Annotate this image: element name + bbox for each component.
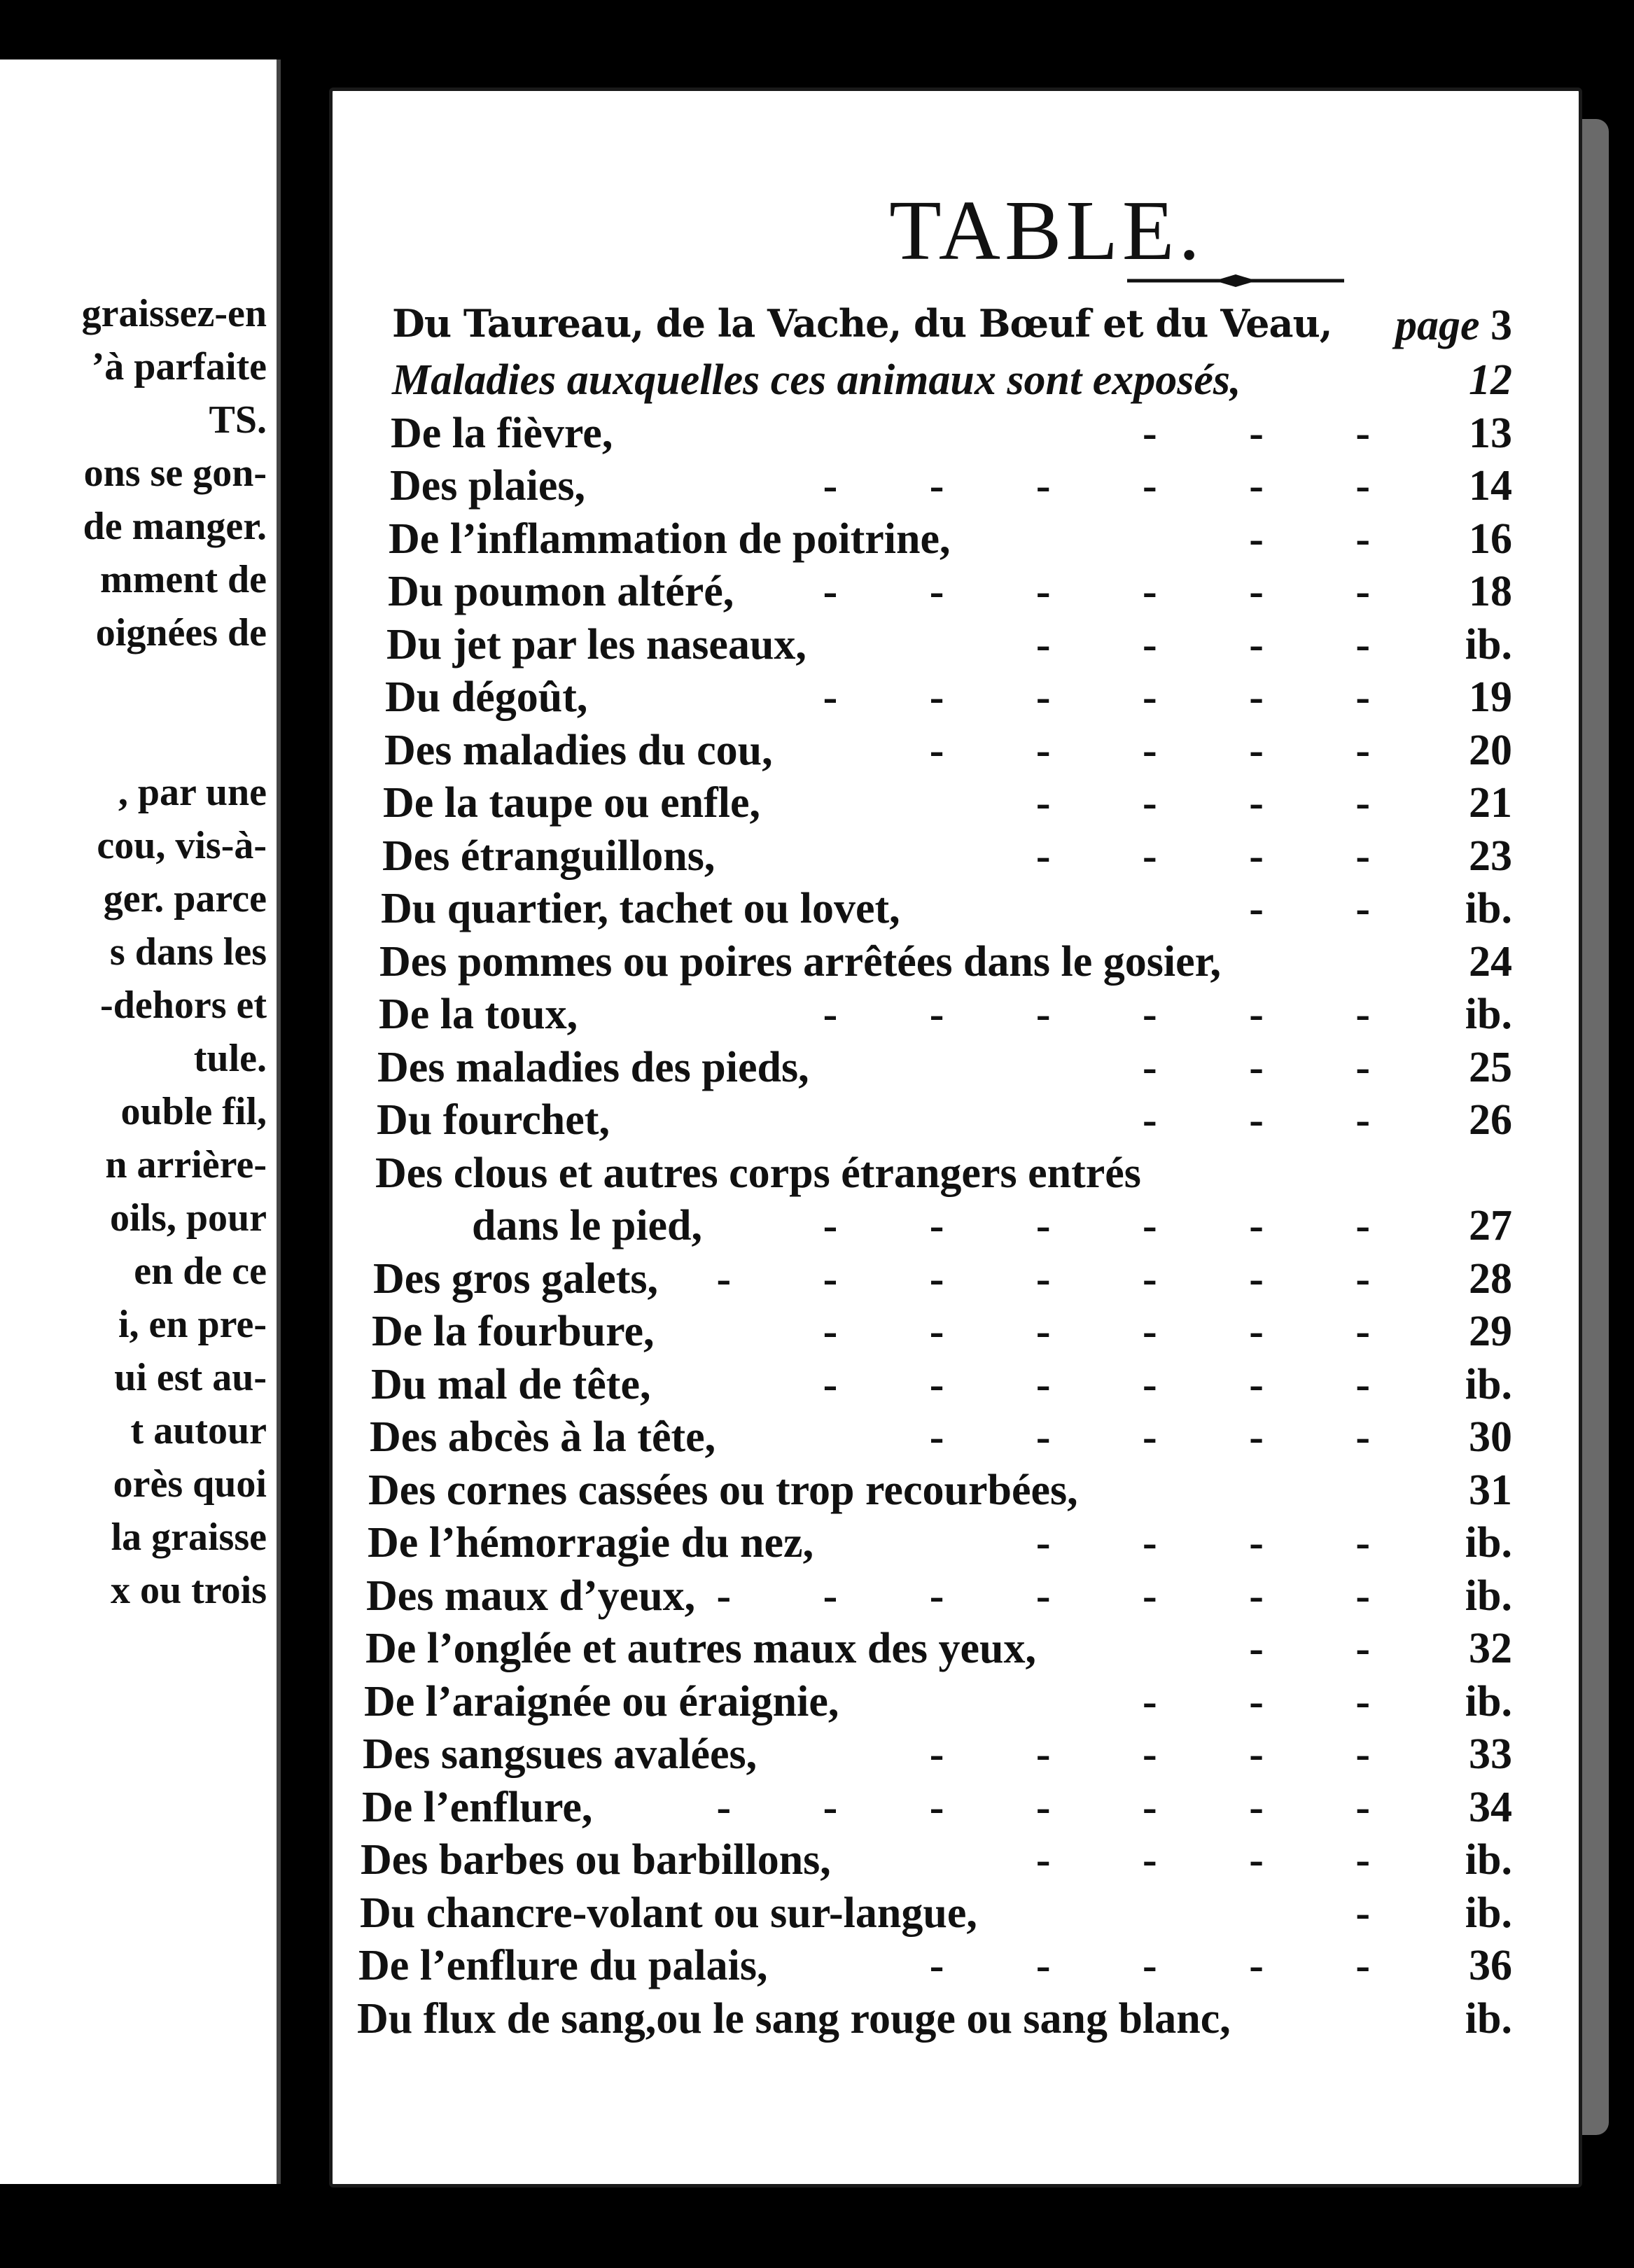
toc-entry-leader: - - - - [1035,779,1411,827]
toc-entry-page: ib. [1465,1572,1512,1620]
toc-entry-title: De la fourbure, [372,1308,655,1355]
toc-entry-title: Des étranguillons, [382,832,715,880]
toc-entry-title: Du poumon altéré, [388,568,734,615]
toc-entry [333,1466,1579,1515]
toc-entry [333,567,1579,616]
left-page-line: s dans les [109,930,267,974]
left-page-line: n arrière- [105,1143,267,1186]
left-page-line: -dehors et [100,983,267,1027]
toc-entry-title: De l’enflure du palais, [358,1942,768,1989]
toc-entry [333,726,1579,775]
toc-entry [333,1201,1579,1250]
toc-entry-page: ib. [1465,1994,1512,2043]
toc-entry [333,1994,1579,2043]
toc-entry-leader: - - [1249,514,1411,563]
left-page-line: cou, vis-à- [97,824,267,867]
toc-entry-title: Des plaies, [390,462,585,510]
toc-entry [333,990,1579,1039]
left-page-line: i, en pre- [118,1303,267,1346]
toc-entry-page: 20 [1469,726,1512,774]
toc-entry-page: 29 [1469,1308,1512,1355]
toc-entry-page: 23 [1469,832,1512,880]
toc-entry-leader: - - - - - - - [716,1783,1411,1831]
toc-entry [333,1624,1579,1673]
toc-entry-leader: - - - - - - [823,1202,1411,1250]
left-page-line: ouble fil, [120,1090,267,1133]
toc-entry-leader: - - - - - - [823,1360,1411,1408]
toc-entry-title: Des sangsues avalées, [363,1730,757,1778]
left-page-line: t autour [130,1409,267,1452]
toc-entry-page: 12 [1469,356,1512,404]
toc-entry-title: Des pommes ou poires arrêtées dans le gosier, [379,937,1221,986]
toc-entry-title: De l’hémorragie du nez, [368,1519,814,1567]
toc-entry-leader: - - - - [1035,832,1411,880]
toc-entry [333,1730,1579,1779]
toc-entry-page: ib. [1465,1360,1512,1408]
toc-entry [333,1889,1579,1938]
left-page-line: mment de [100,558,267,601]
toc-entry-leader: - - - [1143,409,1411,457]
toc-entry [333,1413,1579,1462]
toc-entry-page: 13 [1469,409,1512,457]
toc-entry-leader: - - - [1143,1043,1411,1091]
left-page-line: oignées de [95,611,267,654]
toc-entry [333,1096,1579,1144]
left-page-line: oils, pour [109,1196,267,1240]
toc-entry-leader: - - - - - - [823,568,1411,615]
toc-entry-title: dans le pied, [472,1202,703,1250]
toc-entry-leader: - - [1249,1625,1411,1672]
toc-entry-title: Du flux de sang,ou le sang rouge ou sang blanc, [357,1994,1231,2043]
toc-entry-title: Des abcès à la tête, [370,1413,716,1461]
toc-entry-title: Du quartier, tachet ou lovet, [381,885,900,932]
toc-entry-title: De la toux, [379,990,578,1038]
toc-entry-page: 27 [1469,1202,1512,1250]
toc-entry-page: 33 [1469,1730,1512,1778]
toc-entry-page: 25 [1469,1043,1512,1091]
toc-entry [333,673,1579,722]
toc-entry-title: Des maladies du cou, [384,726,773,774]
toc-entry-title: De la taupe ou enfle, [383,779,761,827]
toc-entry-page: ib. [1465,620,1512,668]
toc-entry-title: De la fièvre, [391,409,613,457]
toc-entry [333,884,1579,933]
toc-entry [333,1254,1579,1303]
toc-header-text: Du Taureau, de la Vache, du Bœuf et du Veau, [392,301,1332,346]
toc-entry-page: 14 [1469,462,1512,510]
toc-entry-title: Des barbes ou barbillons, [361,1836,831,1884]
toc-entry [333,1677,1579,1726]
toc-entry [333,1572,1579,1620]
toc-entry-leader: - - - - - - [823,673,1411,721]
toc-entry-title: Maladies auxquelles ces animaux sont exposés, [392,356,1241,404]
toc-entry-page: 24 [1469,937,1512,986]
toc-entry-title: Du chancre-volant ou sur-langue, [360,1889,977,1937]
toc-header-entry [333,301,1579,350]
toc-entry-page: 19 [1469,673,1512,721]
toc-entry-leader: - - - - - [929,1413,1411,1461]
toc-entry [333,1043,1579,1092]
left-facing-page [0,59,281,2184]
toc-entry-leader: - - [1249,885,1411,932]
toc-entry-page: ib. [1465,990,1512,1038]
toc-entry [333,1149,1579,1198]
toc-entry-title: Du mal de tête, [371,1360,651,1408]
toc-entry-title: De l’inflammation de poitrine, [389,514,951,563]
toc-entry-leader: - - - [1143,1096,1411,1144]
toc-entry-title: Des maladies des pieds, [377,1043,809,1091]
left-page-line: TS. [209,398,267,442]
toc-entry [333,1307,1579,1356]
toc-entry-title: Du jet par les naseaux, [386,620,806,668]
toc-entry [333,409,1579,458]
left-page-line: tule. [193,1037,267,1080]
toc-entry [333,1783,1579,1832]
toc-entry-page: ib. [1465,1889,1512,1937]
toc-entry-page: ib. [1465,1836,1512,1884]
toc-entry-page: 31 [1469,1466,1512,1514]
title-ornament-rule [1127,272,1344,290]
toc-entry [333,778,1579,827]
toc-entry-leader: - - - - [1035,1519,1411,1567]
toc-entry-page: 16 [1469,514,1512,563]
toc-entry-leader: - - - - [1035,1836,1411,1884]
toc-entry [333,832,1579,881]
toc-entry-leader: - - - - - - [823,990,1411,1038]
left-page-line: ui est au- [114,1356,267,1399]
toc-entry [333,1835,1579,1884]
toc-entry-leader: - - - [1143,1677,1411,1726]
page-word: page [1395,302,1480,349]
page-number: 3 [1490,302,1512,349]
left-page-line: la graisse [111,1516,267,1559]
toc-entry-leader: - - - - - - - [716,1572,1411,1620]
toc-entry-leader: - - - - - - [823,462,1411,510]
left-page-line: ger. parce [103,877,267,920]
toc-entry-page: ib. [1465,885,1512,932]
table-page [329,88,1582,2188]
left-page-line: x ou trois [111,1569,267,1612]
toc-entry-leader: - - - - [1035,620,1411,668]
left-page-line: ons se gon- [83,451,267,495]
toc-entry-leader: - - - - - - [823,1308,1411,1355]
toc-entry-title: Du dégoût, [385,673,588,721]
page-title: TABLE. [889,183,1204,278]
toc-entry-title: Des clous et autres corps étrangers entrés [375,1149,1141,1197]
toc-entry [333,1941,1579,1990]
toc-entry-title: Du fourchet, [377,1096,610,1144]
toc-entry [333,461,1579,510]
toc-entry-page: 28 [1469,1254,1512,1303]
toc-entry-title: Des gros galets, [373,1254,658,1303]
toc-entry-leader: - - - - - [929,726,1411,774]
toc-entry [333,356,1579,405]
toc-entry-leader: - - - - - - - [716,1254,1411,1303]
toc-entry-title: De l’enflure, [362,1783,593,1831]
toc-header-page [1395,301,1512,351]
toc-entry [333,514,1579,564]
toc-entry-title: De l’onglée et autres maux des yeux, [365,1625,1037,1672]
left-page-line: ’à parfaite [91,345,267,388]
toc-entry-title: Des cornes cassées ou trop recourbées, [368,1466,1078,1514]
toc-entry [333,1518,1579,1567]
toc-entry-title: De l’araignée ou éraignie, [364,1677,839,1726]
toc-entry-leader: - [1355,1889,1411,1937]
toc-entry-page: ib. [1465,1519,1512,1567]
toc-entry-page: ib. [1465,1677,1512,1726]
toc-entry-page: 36 [1469,1942,1512,1989]
toc-entry-page: 26 [1469,1096,1512,1144]
left-page-line: en de ce [134,1250,267,1293]
toc-entry [333,937,1579,986]
toc-entry-leader: - - - - - [929,1730,1411,1778]
left-page-line: de manger. [83,505,267,548]
toc-entry-page: 30 [1469,1413,1512,1461]
toc-entry-title: Des maux d’yeux, [366,1572,696,1620]
left-page-line: orès quoi [113,1462,267,1506]
toc-entry-leader: - - - - - [929,1942,1411,1989]
toc-entry [333,1360,1579,1409]
left-page-line: , par une [118,771,267,814]
toc-entry-page: 34 [1469,1783,1512,1831]
toc-entry [333,620,1579,669]
toc-entry-page: 18 [1469,568,1512,615]
toc-entry-page: 32 [1469,1625,1512,1672]
left-page-line: graissez-en [81,292,267,335]
toc-entry-page: 21 [1469,779,1512,827]
